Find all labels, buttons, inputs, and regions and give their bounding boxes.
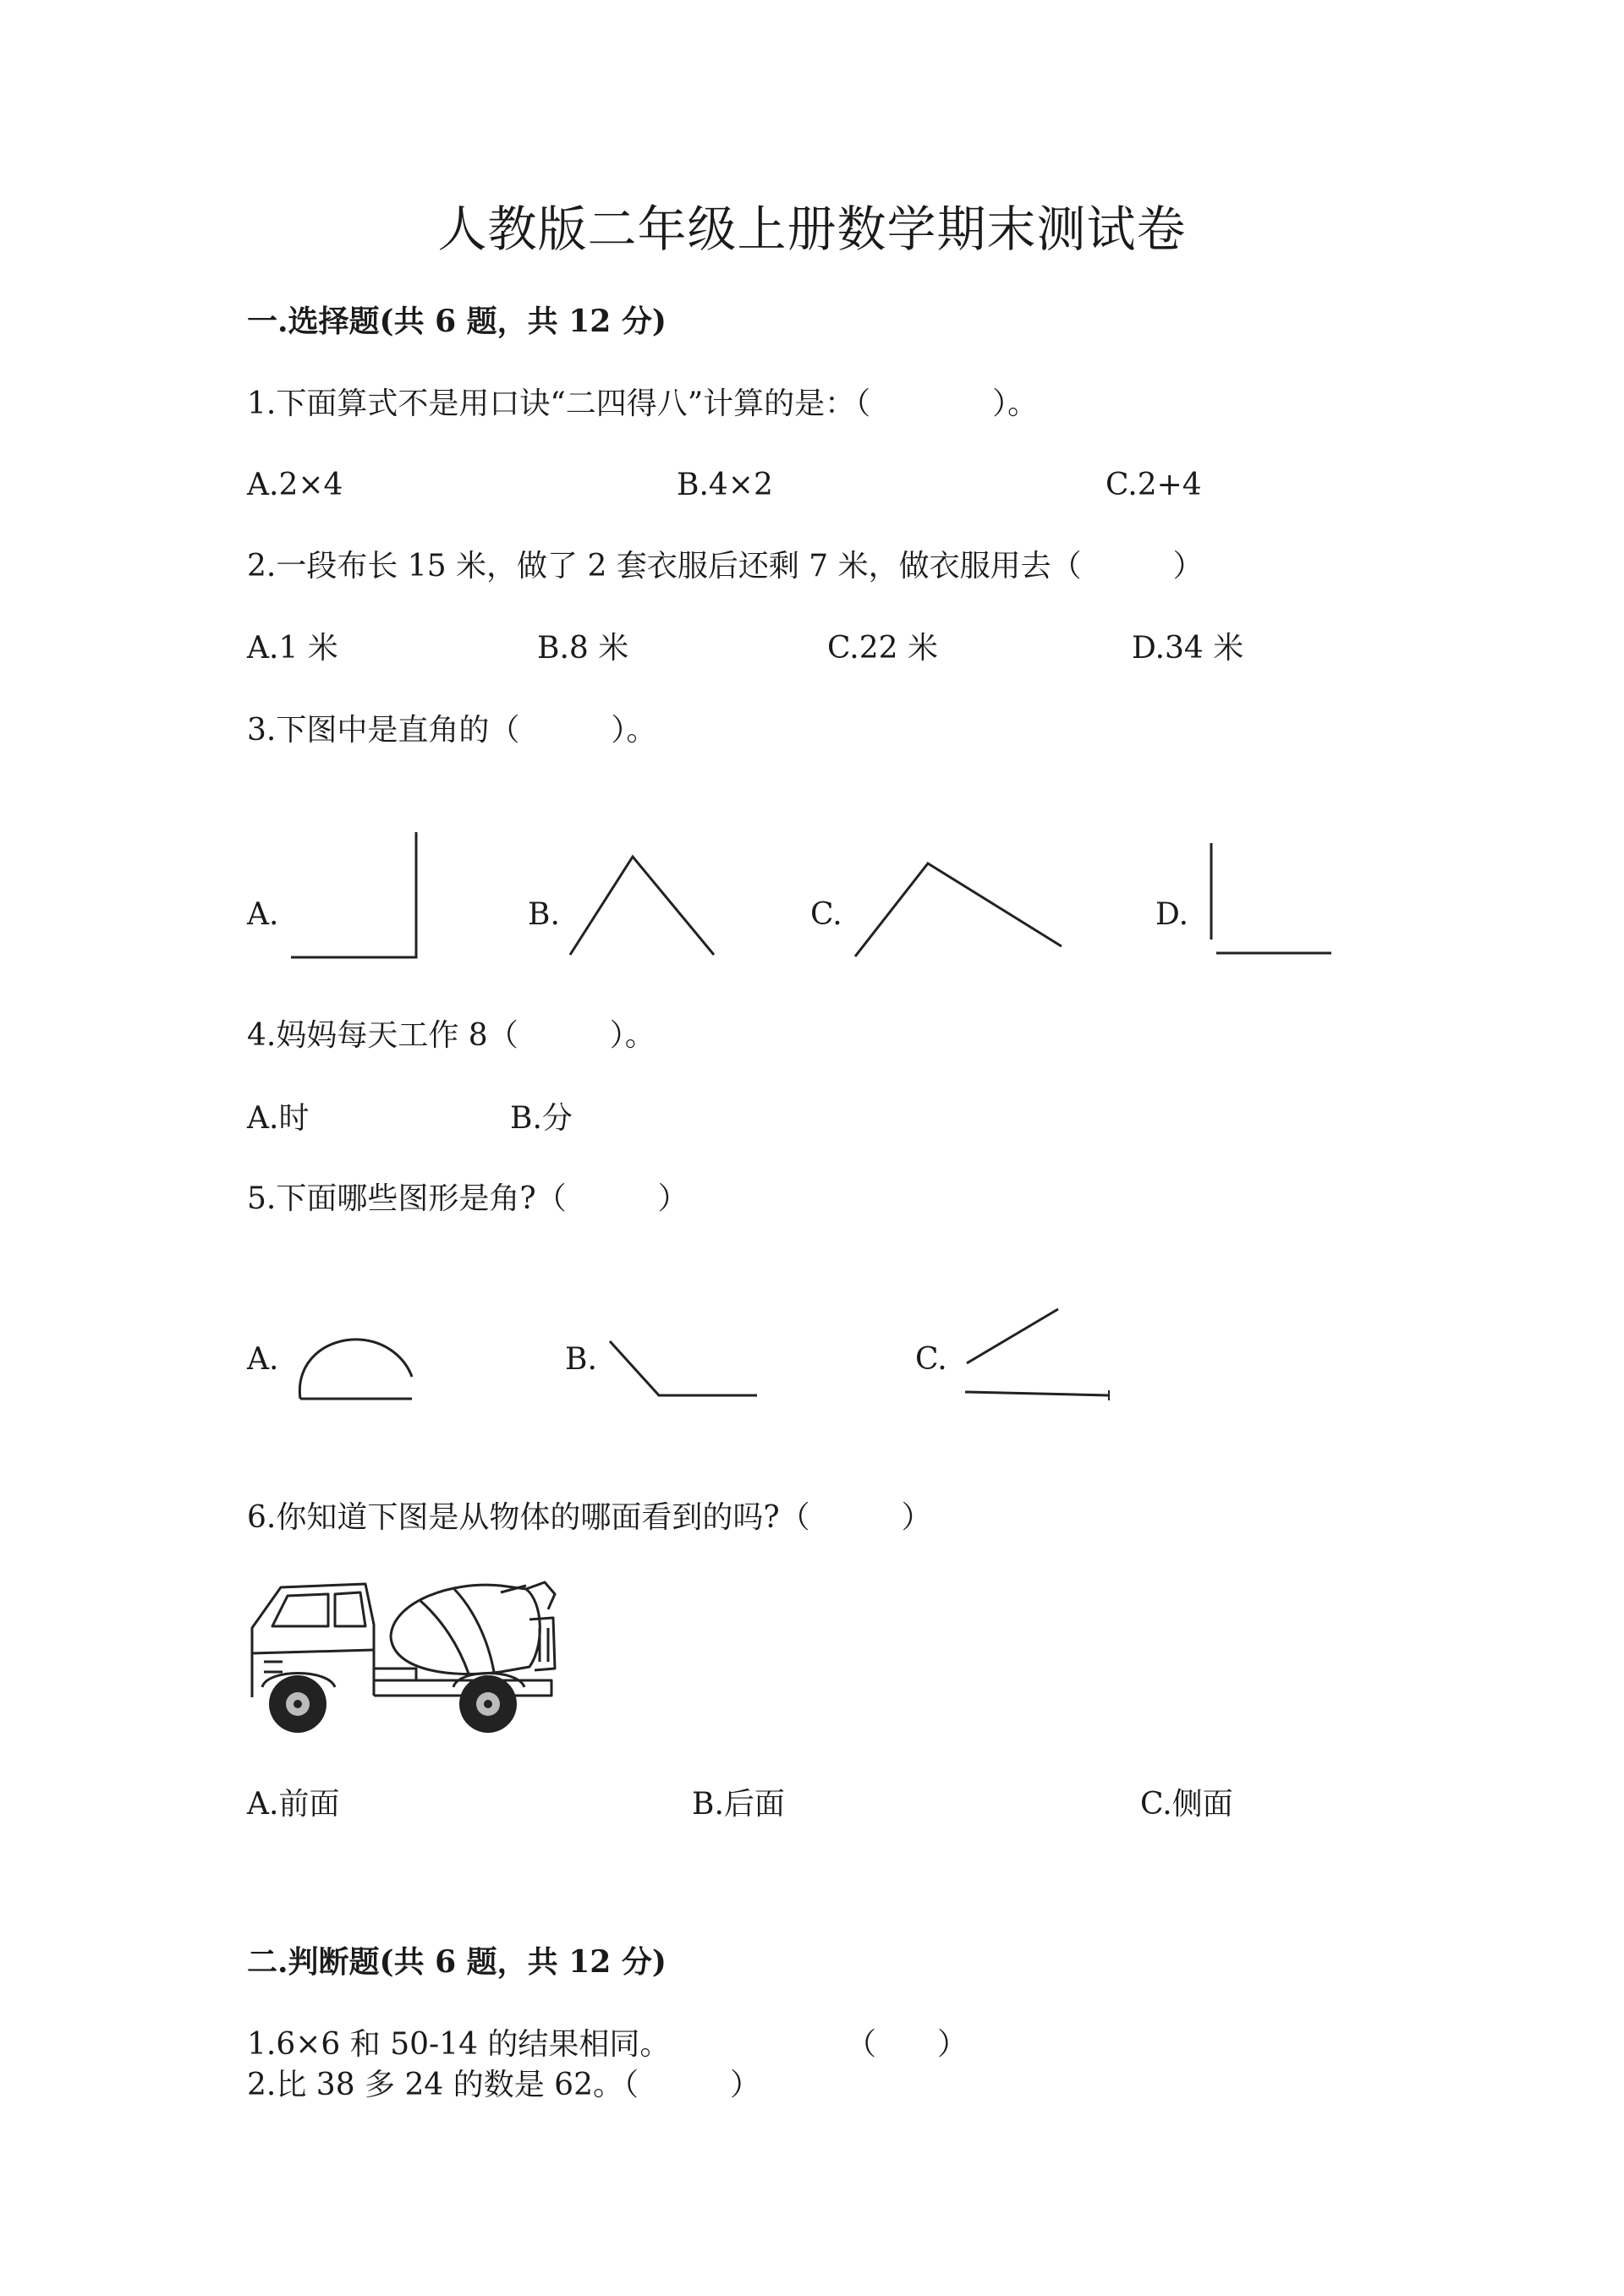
section-heading-true-false: 二.判断题(共 6 题，共 12 分) [247,1944,667,1980]
q6-option-c[interactable]: C.侧面 [1140,1787,1233,1822]
judge-item-1: 1.6×6 和 50-14 的结果相同。 [247,2027,671,2062]
q1-option-a[interactable]: A.2×4 [247,468,343,502]
q5-figure-c-angle [960,1302,1112,1404]
q1-option-c[interactable]: C.2+4 [1106,468,1202,502]
judge-item-1-blank[interactable]: （ ） [846,2027,968,2062]
q2-option-c[interactable]: C.22 米 [827,631,938,666]
question-4: 4.妈妈每天工作 8（ ）。 [247,1018,656,1053]
q6-option-a[interactable]: A.前面 [247,1787,340,1822]
question-3: 3.下图中是直角的（ ）。 [247,713,657,748]
q3-option-c[interactable]: C. [810,897,842,932]
q3-figure-c-angle [850,858,1070,960]
q5-option-b[interactable]: B. [565,1342,597,1377]
q3-figure-b-angle [565,850,717,960]
q3-figure-d-angle [1208,841,1335,960]
q3-option-d[interactable]: D. [1155,897,1189,932]
question-5: 5.下面哪些图形是角?（ ） [247,1181,689,1216]
q5-figure-b-angle [605,1336,761,1404]
cement-mixer-truck-image [247,1569,568,1742]
q1-option-b[interactable]: B.4×2 [677,468,773,502]
question-6: 6.你知道下图是从物体的哪面看到的吗?（ ） [247,1500,932,1535]
q3-figure-a-right-angle [288,829,423,964]
q2-option-d[interactable]: D.34 米 [1132,631,1244,666]
question-2: 2.一段布长 15 米，做了 2 套衣服后还剩 7 米，做衣服用去（ ） [247,549,1204,584]
page-title: 人教版二年级上册数学期末测试卷 [437,200,1187,258]
q4-option-b[interactable]: B.分 [510,1101,573,1136]
q6-option-b[interactable]: B.后面 [692,1787,785,1822]
q5-option-c[interactable]: C. [915,1342,947,1377]
q2-option-a[interactable]: A.1 米 [247,631,338,666]
q5-option-a[interactable]: A. [247,1342,279,1377]
question-1: 1.下面算式不是用口诀“二四得八”计算的是：（ ）。 [247,386,1039,421]
section-heading-choice: 一.选择题(共 6 题，共 12 分) [247,304,667,339]
q3-option-a[interactable]: A. [247,897,279,932]
q4-option-a[interactable]: A.时 [247,1101,310,1136]
q2-option-b[interactable]: B.8 米 [537,631,629,666]
q5-figure-a-arc [292,1328,419,1404]
judge-item-2: 2.比 38 多 24 的数是 62。（ ） [247,2068,760,2102]
q3-option-b[interactable]: B. [528,897,560,932]
